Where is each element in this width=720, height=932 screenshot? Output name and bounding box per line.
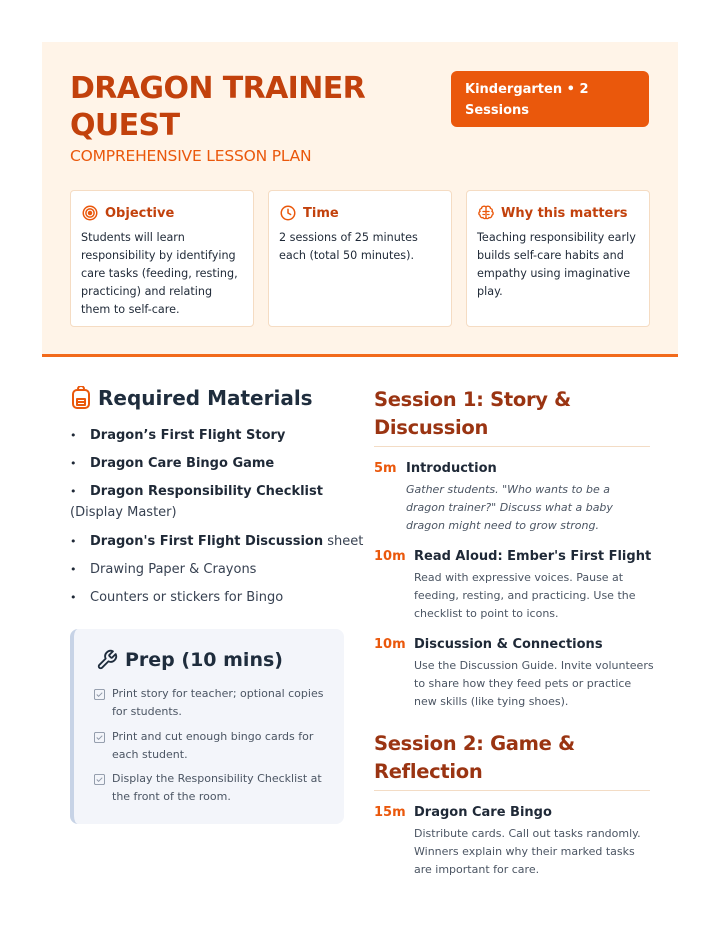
session-1-title: Session 1: Story & Discussion — [374, 388, 571, 439]
time-card-title: Time — [303, 205, 339, 221]
materials-heading — [70, 386, 313, 410]
grade-sessions-badge: Kindergarten • 2 Sessions — [451, 71, 649, 127]
step-description: Gather students. "Who wants to be a dragon trainer?" Discuss what a baby dragon might need to grow strong. — [406, 483, 613, 532]
session-step — [374, 805, 654, 877]
material-item: • Dragon Responsibility Checklist (Display Master) — [70, 484, 323, 520]
session-2-divider — [374, 790, 650, 791]
session-step — [374, 549, 654, 621]
materials-title: Required Materials — [98, 386, 313, 410]
header-divider — [42, 354, 678, 357]
backpack-icon — [70, 386, 92, 410]
session-2-title: Session 2: Game & Reflection — [374, 732, 575, 783]
material-item: • Dragon Care Bingo Game — [70, 456, 275, 471]
step-time: 10m — [374, 637, 406, 652]
time-card-body: 2 sessions of 25 minutes each (total 50 minutes). — [279, 231, 418, 262]
step-description: Use the Discussion Guide. Invite volunteers to share how they feed pets or practice new skills (like tying shoes). — [414, 659, 654, 708]
brain-icon — [477, 204, 495, 222]
step-name: Introduction — [406, 461, 497, 476]
step-time: 10m — [374, 549, 406, 564]
step-time: 15m — [374, 805, 406, 820]
checkbox-icon — [94, 732, 105, 743]
material-item: • Counters or stickers for Bingo — [70, 590, 284, 605]
page-title: DRAGON TRAINER QUEST — [70, 71, 366, 143]
session-1-divider — [374, 446, 650, 447]
step-name: Dragon Care Bingo — [414, 805, 552, 820]
page-subtitle: COMPREHENSIVE LESSON PLAN — [70, 147, 312, 165]
time-card — [268, 190, 452, 327]
why-matters-card-title: Why this matters — [501, 205, 628, 221]
why-matters-card-body: Teaching responsibility early builds self-care habits and empathy using imaginative play. — [477, 231, 636, 298]
objective-card-title: Objective — [105, 205, 175, 221]
material-item: • Drawing Paper & Crayons — [70, 562, 257, 577]
checkbox-icon — [94, 774, 105, 785]
step-time: 5m — [374, 461, 397, 476]
step-description: Distribute cards. Call out tasks randomly. Winners explain why their marked tasks are important for care. — [414, 827, 641, 876]
session-step — [374, 637, 654, 709]
objective-card-body: Students will learn responsibility by identifying care tasks (feeding, resting, practicing) and relating them to self-care. — [81, 231, 238, 316]
objective-card — [70, 190, 254, 327]
prep-item: Display the Responsibility Checklist at the front of the room. — [94, 770, 338, 805]
step-name: Discussion & Connections — [414, 637, 603, 652]
why-matters-card — [466, 190, 650, 327]
prep-item: Print and cut enough bingo cards for each student. — [94, 728, 338, 763]
prep-title: Prep (10 mins) — [125, 649, 283, 671]
step-description: Read with expressive voices. Pause at feeding, resting, and practicing. Use the checklist to point to icons. — [414, 571, 636, 620]
clock-icon — [279, 204, 297, 222]
material-item: • Dragon’s First Flight Story — [70, 428, 286, 443]
material-item: • Dragon's First Flight Discussion sheet — [70, 534, 364, 549]
prep-box — [70, 629, 344, 824]
step-name: Read Aloud: Ember's First Flight — [414, 549, 652, 564]
session-step — [374, 461, 654, 533]
checkbox-icon — [94, 689, 105, 700]
prep-item: Print story for teacher; optional copies for students. — [94, 685, 338, 720]
target-icon — [81, 204, 99, 222]
wrench-icon — [96, 649, 118, 671]
